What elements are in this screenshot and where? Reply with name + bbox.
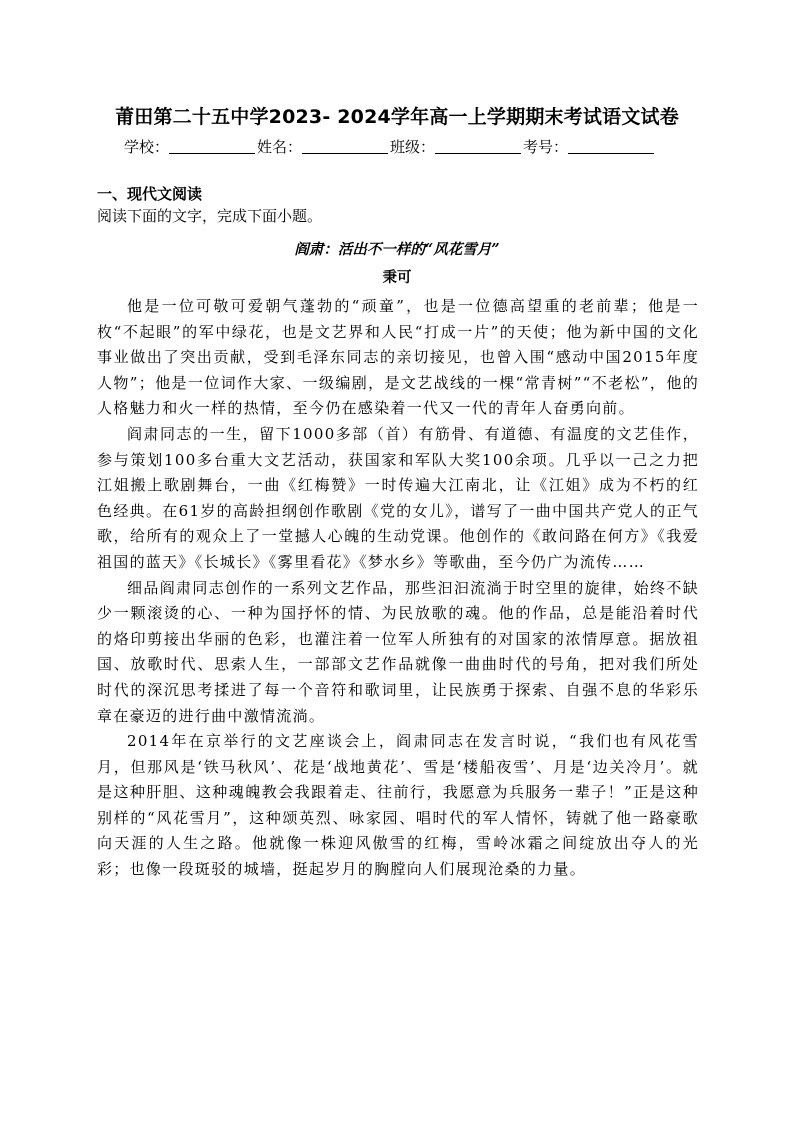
- article-body: [97, 294, 699, 883]
- exam-title: 莆田第二十五中学2023- 2024学年高一上学期期末考试语文试卷: [115, 106, 679, 128]
- article-title: 阎肃：活出不一样的“风花雪月”: [294, 241, 500, 258]
- article-paragraph: 2014年在京举行的文艺座谈会上，阎肃同志在发言时说，“我们也有风花雪月，但那风是‘铁马秋风’、花是‘战地黄花’、雪是‘楼船夜雪’、月是‘边关冷月’。就是这种肝胆、这种魂魄教会我跟着走、往前行，我愿意为兵服务一辈子！”正是这种别样的“风花雪月”，这种颂英烈、咏家园、唱时代的军人情怀，铸就了他一路豪歌向天涯的人生之路。他就像一株迎风傲雪的红梅，雪岭冰霜之间绽放出夺人的光彩；也像一段斑驳的城墙，挺起岁月的胸膛向人们展现沧桑的力量。: [97, 732, 699, 879]
- section-heading: 一、现代文阅读: [97, 185, 203, 203]
- student-info-row: [124, 136, 656, 157]
- class-blank[interactable]: [435, 139, 521, 154]
- name-blank[interactable]: [302, 139, 388, 154]
- exam-number-blank[interactable]: [568, 139, 654, 154]
- school-blank[interactable]: [169, 139, 255, 154]
- article-paragraph: 细品阎肃同志创作的一系列文艺作品，那些汩汩流淌于时空里的旋律，始终不缺少一颗滚烫的心、一种为国抒怀的情、为民放歌的魂。他的作品，总是能沿着时代的烙印剪接出华丽的色彩，也灌注着一位军人所独有的对国家的浓情厚意。据放祖国、放歌时代、思索人生，一部部文艺作品就像一曲曲时代的号角，把对我们所处时代的深沉思考揉进了每一个音符和歌词里，让民族勇于探索、自强不息的华彩乐章在豪迈的进行曲中激情流淌。: [97, 578, 699, 725]
- article-paragraph: 阎肃同志的一生，留下1000多部（首）有筋骨、有道德、有温度的文艺佳作，参与策划100多台重大文艺活动，获国家和军队大奖100余项。几乎以一己之力把江姐搬上歌剧舞台，一曲《红梅赞》一时传遍大江南北，让《江姐》成为不朽的红色经典。在61岁的高龄担纲创作歌剧《党的女儿》，谱写了一曲中国共产党人的正气歌，给所有的观众上了一堂撼人心魄的生动党课。他创作的《敢问路在何方》《我爱祖国的蓝天》《长城长》《雾里看花》《梦水乡》等歌曲，至今仍广为流传……: [97, 424, 699, 571]
- exam-number-label: 考号：: [523, 138, 569, 156]
- article-paragraph: 他是一位可敬可爱朝气蓬勃的“顽童”，也是一位德高望重的老前辈；他是一枚“不起眼”的军中绿花，也是文艺界和人民“打成一片”的天使；他为新中国的文化事业做出了突出贡献，受到毛泽东同志的亲切接见，也曾入围“感动中国2015年度人物”；他是一位词作大家、一级编剧，是文艺战线的一棵“常青树”“不老松”，他的人格魅力和火一样的热情，至今仍在感染着一代又一代的青年人奋勇向前。: [97, 297, 699, 418]
- name-label: 姓名：: [257, 138, 303, 156]
- article-author: 秉可: [382, 269, 412, 286]
- class-label: 班级：: [390, 138, 436, 156]
- school-label: 学校：: [124, 138, 170, 156]
- section-instruction: 阅读下面的文字，完成下面小题。: [97, 207, 323, 225]
